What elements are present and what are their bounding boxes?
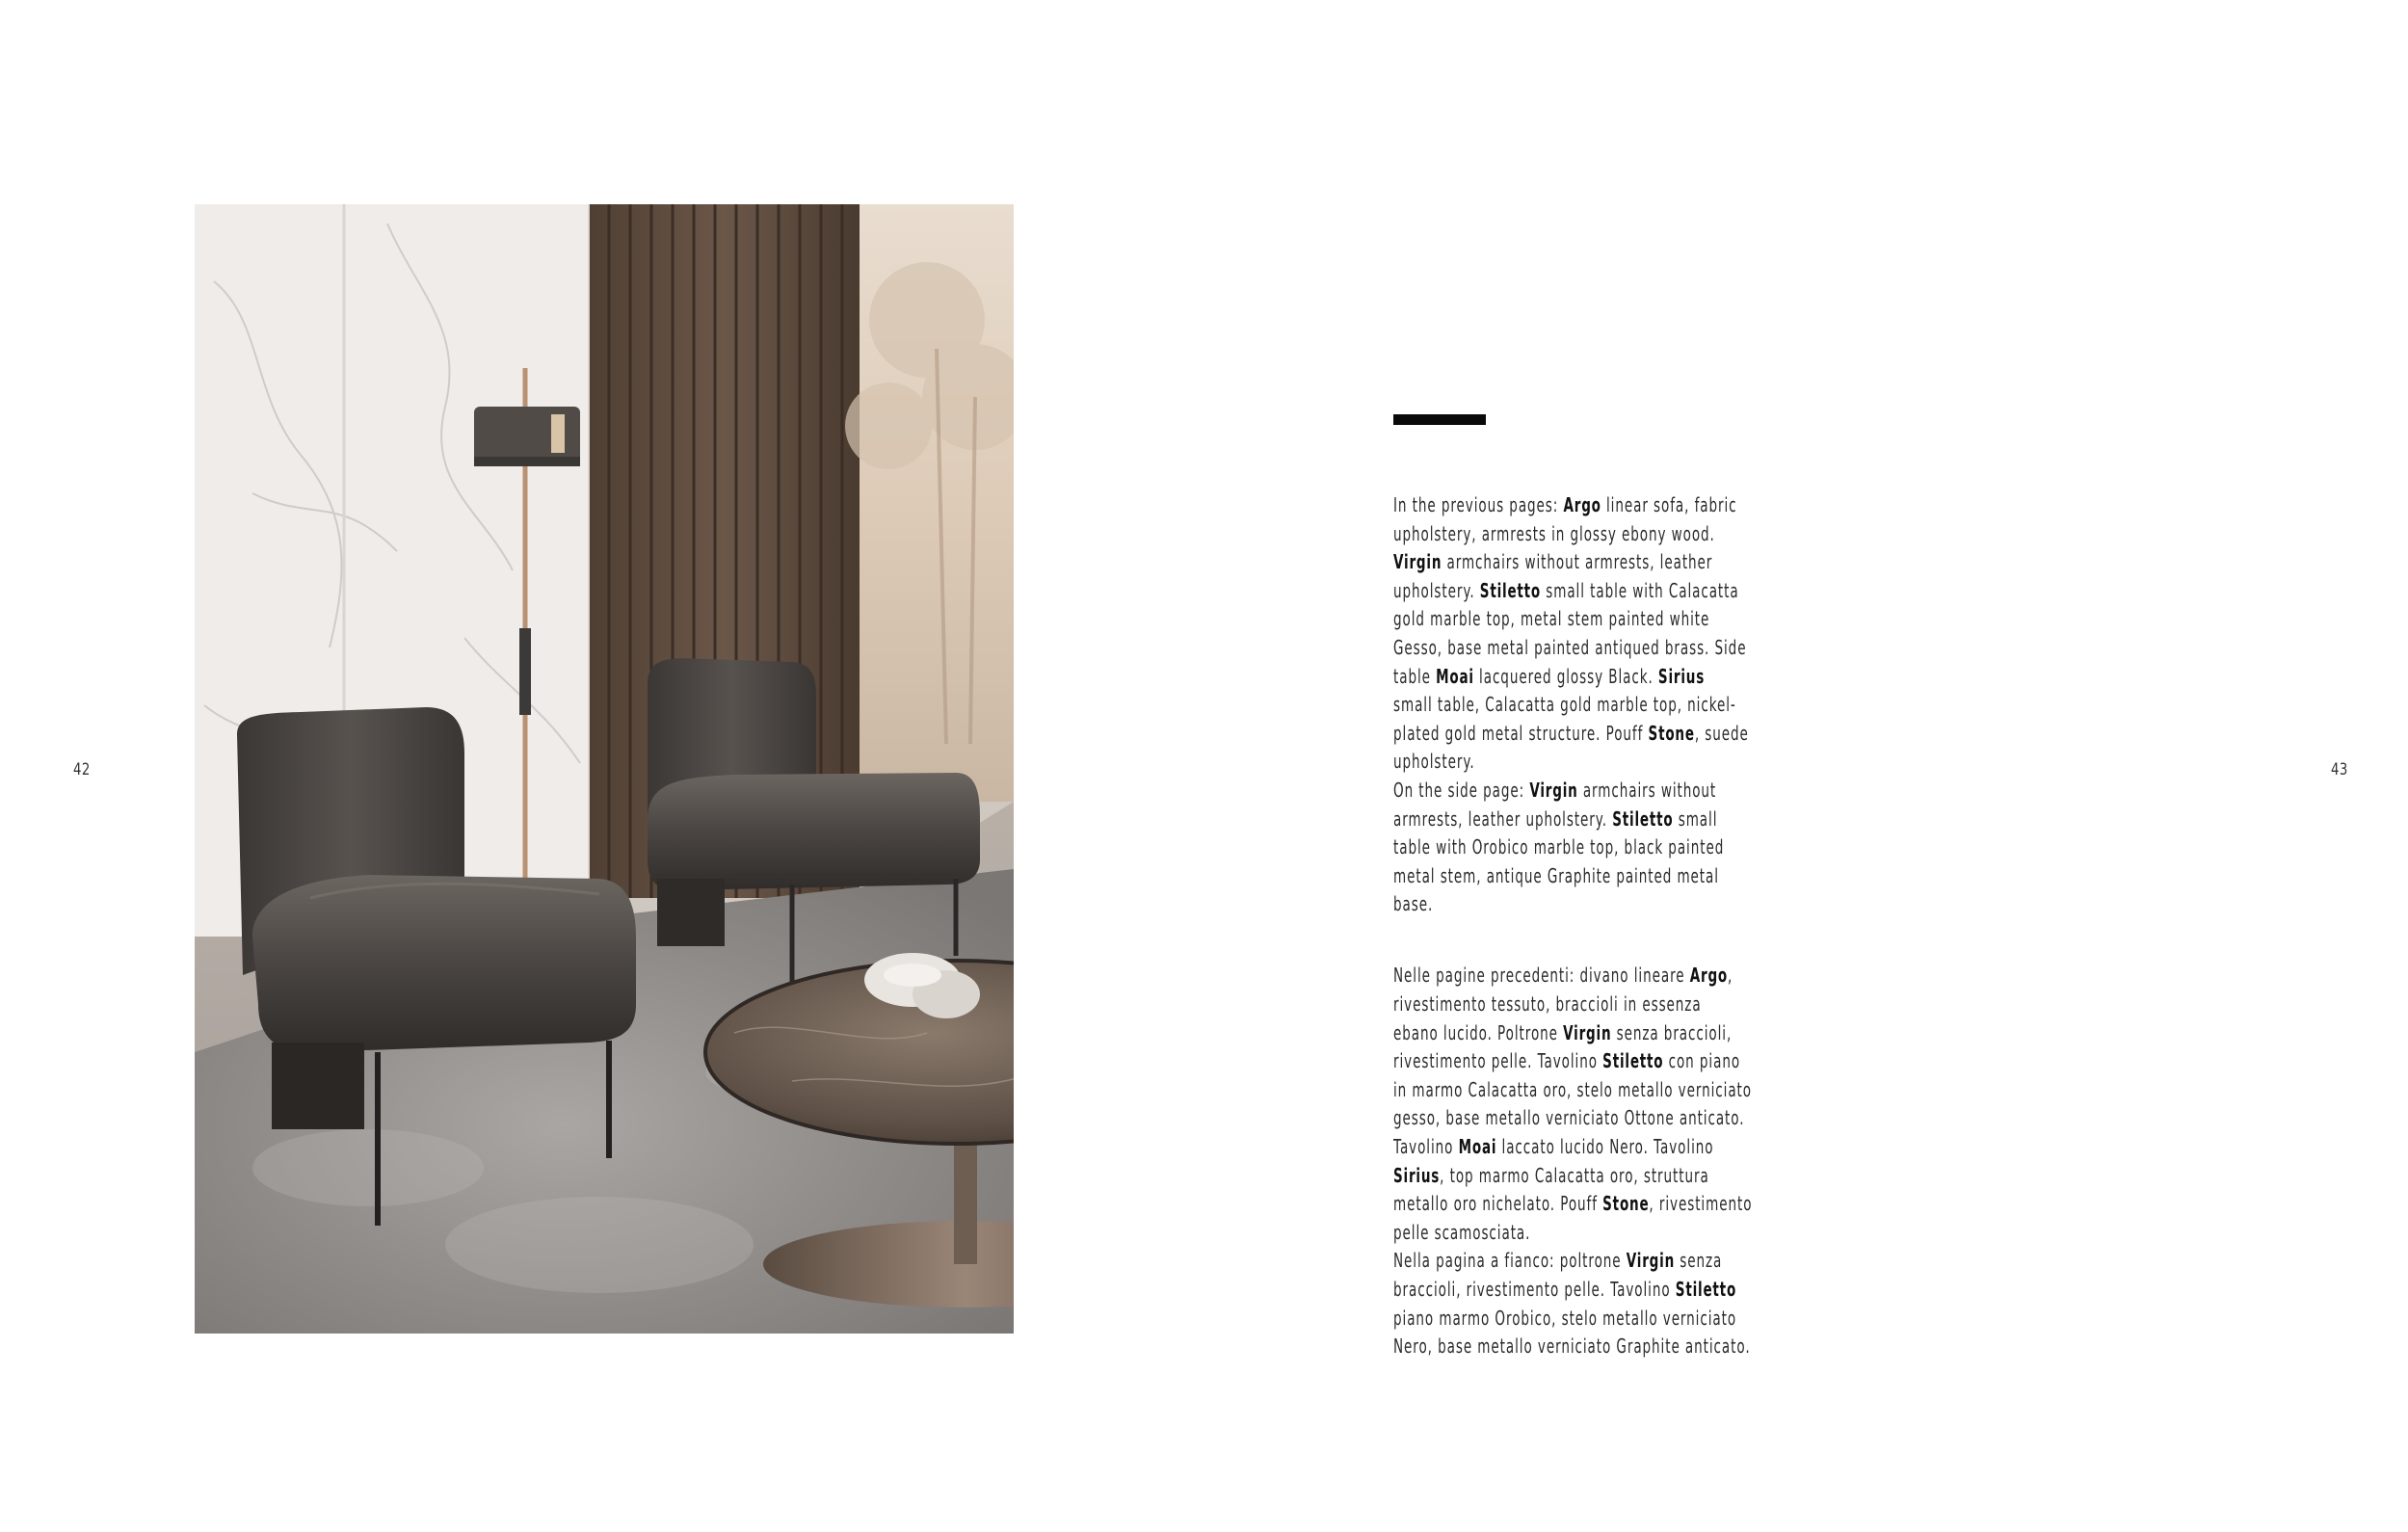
- caption-text: braccioli, rivestimento pelle. Tavolino: [1393, 1277, 1676, 1301]
- caption-text: Gesso, base metal painted antiqued brass. Side: [1393, 635, 1747, 659]
- caption-text: linear sofa, fabric: [1601, 493, 1737, 516]
- caption-line: [1393, 1133, 1800, 1162]
- caption-line: [1393, 720, 1800, 749]
- caption-line: [1393, 1219, 1800, 1248]
- caption-text: Nella pagina a fianco: poltrone: [1393, 1249, 1627, 1273]
- caption-text: ,: [1728, 964, 1733, 988]
- caption-line: [1393, 491, 1800, 520]
- caption-line: [1393, 1162, 1800, 1191]
- product-name: Stiletto: [1612, 806, 1674, 831]
- product-name: Argo: [1689, 964, 1729, 988]
- caption-text: , rivestimento: [1649, 1192, 1753, 1216]
- caption-english: [1393, 491, 1800, 919]
- product-name: Stone: [1602, 1192, 1650, 1216]
- product-name: Stone: [1648, 721, 1695, 745]
- caption-text: ebano lucido. Poltrone: [1393, 1020, 1564, 1044]
- caption-text: armrests, leather upholstery.: [1393, 806, 1613, 831]
- caption-line: [1393, 1190, 1800, 1219]
- product-name: Virgin: [1529, 778, 1578, 802]
- paragraph-gap: [1393, 919, 1800, 963]
- caption-text: , suede: [1694, 721, 1749, 745]
- caption-line: [1393, 1247, 1800, 1276]
- caption-text: small table with Calacatta: [1541, 578, 1739, 602]
- caption-text: , top marmo Calacatta oro, struttura: [1440, 1163, 1709, 1187]
- caption-line: [1393, 1104, 1800, 1133]
- caption-text: small: [1673, 806, 1718, 831]
- product-name: Sirius: [1657, 664, 1706, 688]
- caption-text: rivestimento pelle. Tavolino: [1393, 1049, 1603, 1073]
- caption-italian: [1393, 962, 1800, 1360]
- caption-text: table: [1393, 664, 1437, 688]
- caption-text: upholstery.: [1393, 750, 1475, 774]
- caption-line: [1393, 548, 1800, 577]
- product-name: Moai: [1436, 664, 1474, 688]
- caption-text: gold marble top, metal stem painted white: [1393, 607, 1710, 631]
- product-name: Virgin: [1563, 1020, 1612, 1044]
- caption-text: plated gold metal structure. Pouff: [1393, 721, 1649, 745]
- product-name: Sirius: [1393, 1163, 1441, 1187]
- caption-line: [1393, 1076, 1800, 1105]
- caption-line: [1393, 862, 1800, 891]
- caption-text: base.: [1393, 892, 1434, 916]
- caption-line: [1393, 748, 1800, 777]
- product-photo-armchairs: [195, 204, 1014, 1334]
- caption-text: upholstery, armrests in glossy ebony wood.: [1393, 521, 1715, 545]
- caption-text: small table, Calacatta gold marble top, nickel-: [1393, 693, 1736, 717]
- page-number-left: 42: [73, 760, 91, 779]
- caption-line: [1393, 1333, 1800, 1361]
- product-name: Virgin: [1626, 1249, 1676, 1273]
- caption-line: [1393, 1019, 1800, 1048]
- caption-text: senza braccioli,: [1611, 1020, 1733, 1044]
- caption-text: table with Orobico marble top, black painted: [1393, 835, 1725, 859]
- caption-line: [1393, 577, 1800, 606]
- product-name: Moai: [1458, 1134, 1497, 1158]
- caption-text: in marmo Calacatta oro, stelo metallo verniciato: [1393, 1077, 1752, 1101]
- product-name: Stiletto: [1479, 578, 1542, 602]
- caption-text: armchairs without: [1577, 778, 1717, 802]
- caption-line: [1393, 605, 1800, 634]
- caption-text: metallo oro nichelato. Pouff: [1393, 1192, 1603, 1216]
- product-name: Virgin: [1393, 550, 1442, 574]
- caption-line: [1393, 520, 1800, 549]
- caption-line: [1393, 833, 1800, 862]
- caption-line: [1393, 991, 1800, 1019]
- caption-text: gesso, base metallo verniciato Ottone anticato.: [1393, 1106, 1745, 1130]
- caption-text: armchairs without armrests, leather: [1442, 550, 1713, 574]
- caption-text: lacquered glossy Black.: [1473, 664, 1658, 688]
- caption-text: Nero, base metallo verniciato Graphite anticato.: [1393, 1334, 1751, 1359]
- caption-line: [1393, 691, 1800, 720]
- product-name: Stiletto: [1675, 1277, 1737, 1301]
- caption-line: [1393, 890, 1800, 919]
- product-name: Argo: [1563, 493, 1601, 516]
- caption-line: [1393, 1276, 1800, 1305]
- caption-line: [1393, 663, 1800, 692]
- caption-line: [1393, 777, 1800, 806]
- caption-text: metal stem, antique Graphite painted metal: [1393, 863, 1719, 887]
- caption-text: Tavolino: [1393, 1134, 1459, 1158]
- section-divider-rule: [1393, 414, 1486, 425]
- caption-line: [1393, 806, 1800, 834]
- caption-text: con piano: [1663, 1049, 1741, 1073]
- caption-text: upholstery.: [1393, 578, 1480, 602]
- caption-text: laccato lucido Nero. Tavolino: [1496, 1134, 1714, 1158]
- product-name: Stiletto: [1602, 1049, 1664, 1073]
- caption-text: On the side page:: [1393, 778, 1530, 802]
- caption-line: [1393, 962, 1800, 991]
- caption-text: rivestimento tessuto, braccioli in essenza: [1393, 992, 1702, 1016]
- caption-line: [1393, 1305, 1800, 1334]
- caption-column: [1393, 491, 1800, 1361]
- caption-text: senza: [1675, 1249, 1723, 1273]
- caption-text: pelle scamosciata.: [1393, 1220, 1531, 1244]
- caption-text: piano marmo Orobico, stelo metallo verniciato: [1393, 1306, 1737, 1330]
- caption-line: [1393, 634, 1800, 663]
- caption-line: [1393, 1047, 1800, 1076]
- caption-text: Nelle pagine precedenti: divano lineare: [1393, 964, 1690, 988]
- caption-text: In the previous pages:: [1393, 493, 1564, 516]
- page-number-right: 43: [2331, 760, 2348, 779]
